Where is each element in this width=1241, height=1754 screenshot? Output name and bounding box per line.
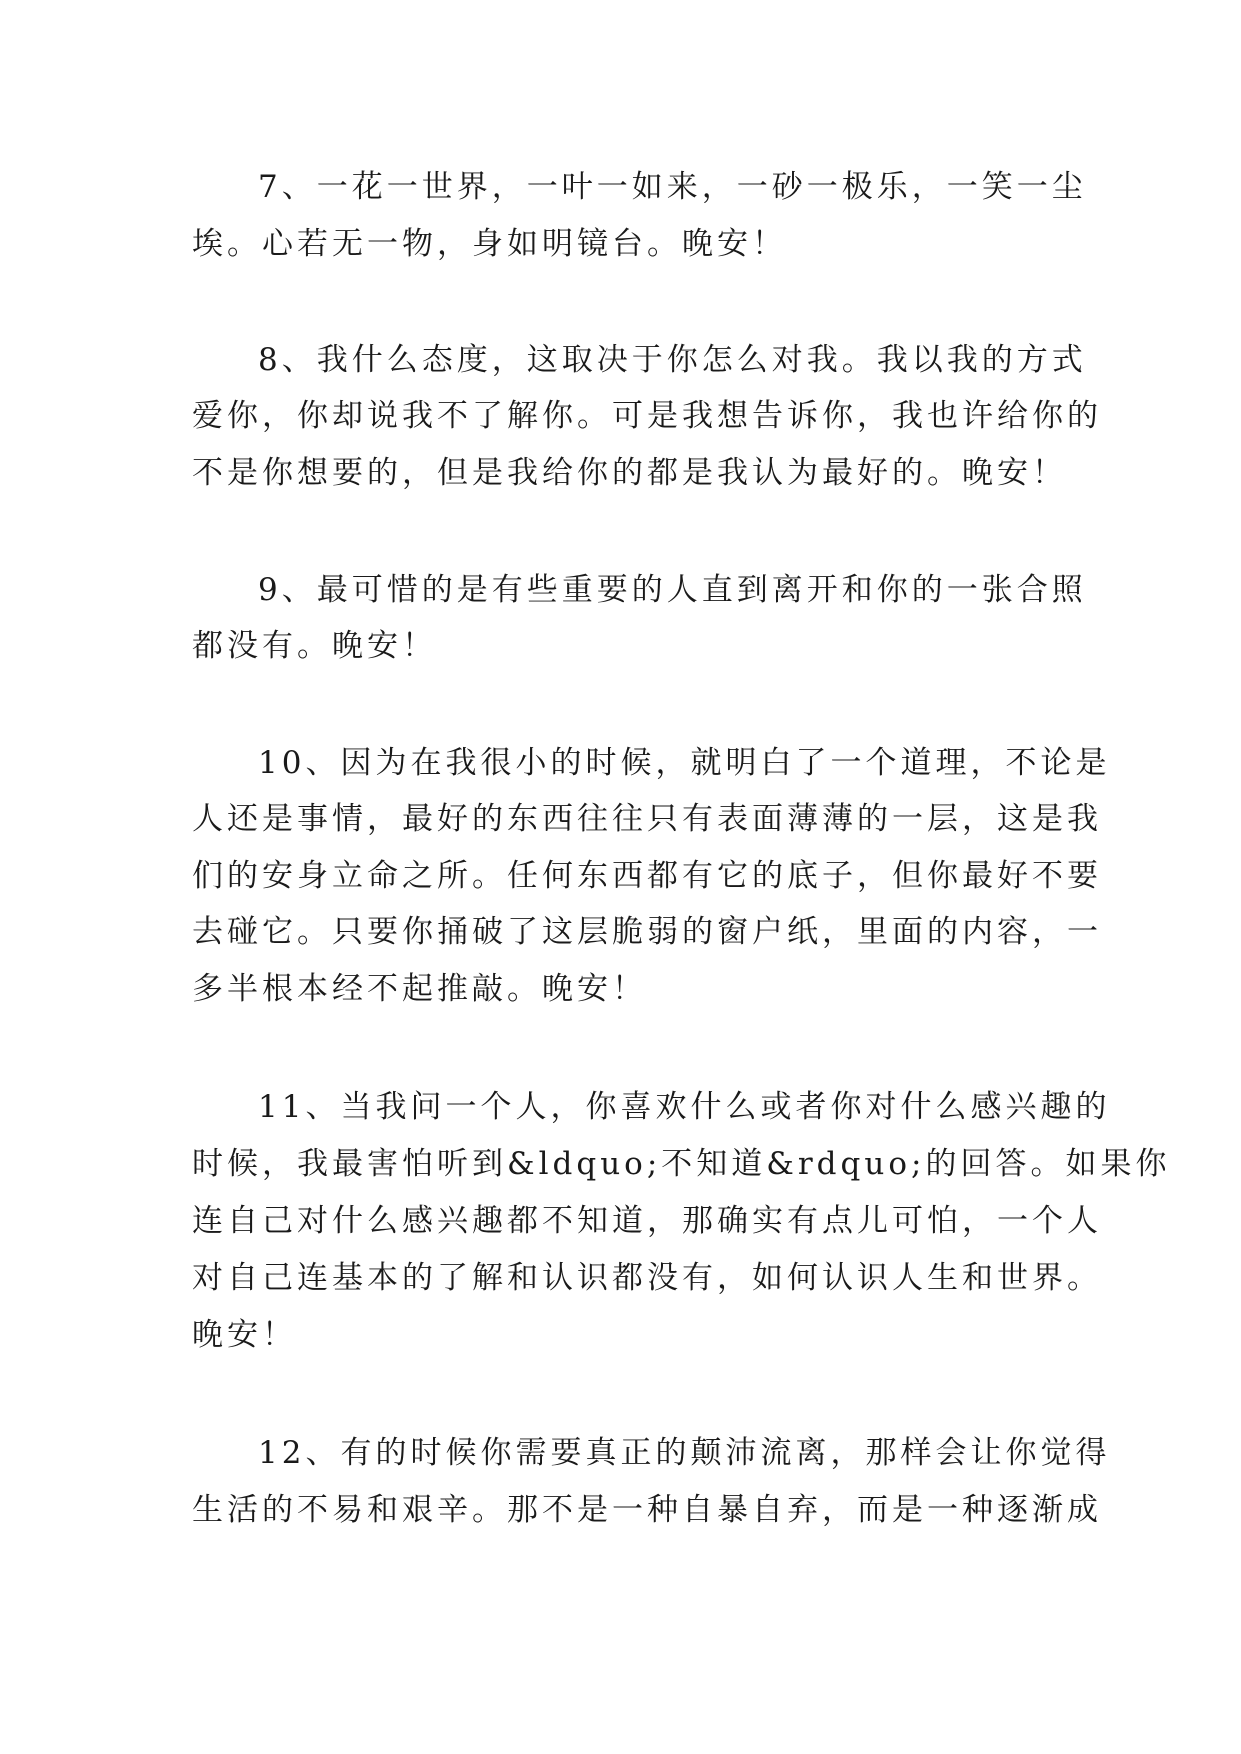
paragraph-10-line-5: 多半根本经不起推敲。晚安！	[192, 971, 647, 1007]
paragraph-7-line-2: 埃。心若无一物，身如明镜台。晚安！	[192, 226, 787, 262]
paragraph-11-line-2: 时候，我最害怕听到&ldquo;不知道&rdquo;的回答。如果你	[192, 1146, 1171, 1182]
paragraph-11-line-1: 11、当我问一个人，你喜欢什么或者你对什么感兴趣的	[258, 1089, 1111, 1125]
paragraph-10-line-3: 们的安身立命之所。任何东西都有它的底子，但你最好不要	[192, 858, 1102, 894]
paragraph-8-line-2: 爱你，你却说我不了解你。可是我想告诉你，我也许给你的	[192, 398, 1102, 434]
paragraph-12-line-1: 12、有的时候你需要真正的颠沛流离，那样会让你觉得	[258, 1435, 1111, 1471]
paragraph-10-line-4: 去碰它。只要你捅破了这层脆弱的窗户纸，里面的内容，一	[192, 914, 1102, 950]
paragraph-9-line-2: 都没有。晚安！	[192, 628, 437, 664]
paragraph-8-line-1: 8、我什么态度，这取决于你怎么对我。我以我的方式	[258, 342, 1087, 378]
paragraph-12-line-2: 生活的不易和艰辛。那不是一种自暴自弃，而是一种逐渐成	[192, 1492, 1102, 1528]
paragraph-7-line-1: 7、一花一世界，一叶一如来，一砂一极乐，一笑一尘	[258, 169, 1087, 205]
paragraph-11-line-4: 对自己连基本的了解和认识都没有，如何认识人生和世界。	[192, 1260, 1102, 1296]
paragraph-10-line-2: 人还是事情，最好的东西往往只有表面薄薄的一层，这是我	[192, 801, 1102, 837]
paragraph-11-line-5: 晚安！	[192, 1317, 297, 1353]
paragraph-11-line-3: 连自己对什么感兴趣都不知道，那确实有点儿可怕，一个人	[192, 1203, 1102, 1239]
paragraph-8-line-3: 不是你想要的，但是我给你的都是我认为最好的。晚安！	[192, 455, 1067, 491]
paragraph-10-line-1: 10、因为在我很小的时候，就明白了一个道理，不论是	[258, 745, 1111, 781]
paragraph-9-line-1: 9、最可惜的是有些重要的人直到离开和你的一张合照	[258, 572, 1087, 608]
